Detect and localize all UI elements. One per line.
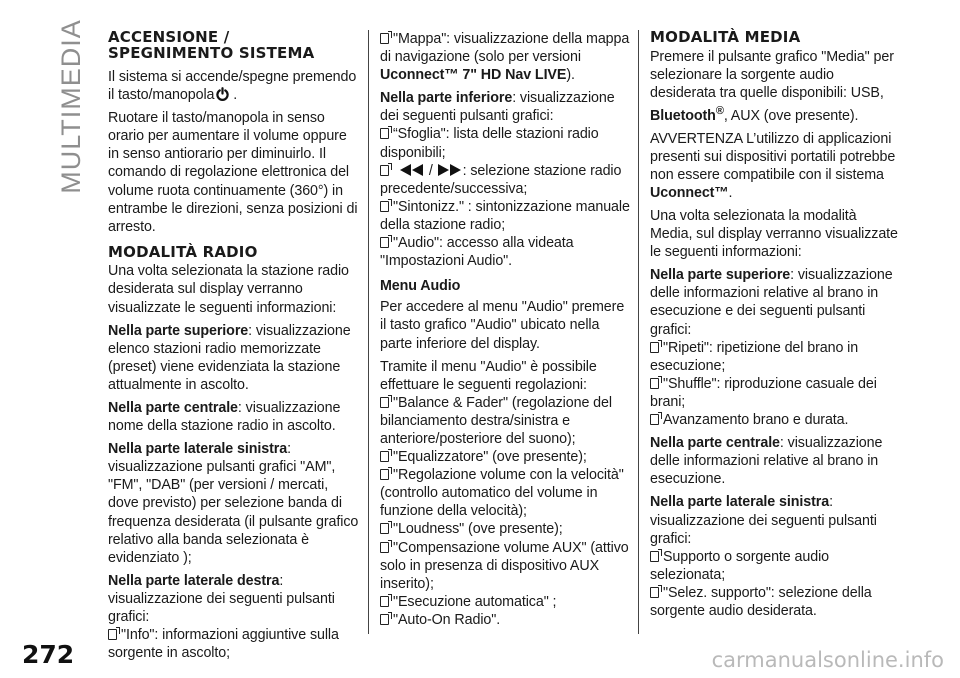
paragraph: [108, 68, 360, 104]
list-item: [650, 584, 902, 620]
text: , AUX (ove presente).: [723, 107, 859, 124]
paragraph: [650, 48, 902, 125]
list-item: [380, 611, 632, 629]
bullet-icon: [380, 128, 389, 139]
text: Supporto o sorgente audio selezionata;: [650, 548, 830, 583]
list-item: [380, 539, 632, 593]
bullet-icon: [650, 587, 659, 598]
text: "Shuffle": riproduzione casuale dei brani;: [650, 375, 877, 410]
bullet-icon: [380, 165, 389, 176]
bullet-icon: [380, 451, 389, 462]
list-item: / : selezione stazione radio precedente/successiva;: [380, 162, 622, 197]
list-item: [380, 125, 632, 161]
bullet-icon: [380, 237, 389, 248]
power-icon: [216, 87, 229, 101]
label: Nella parte laterale sinistra: [108, 441, 288, 458]
text: .: [233, 87, 238, 104]
text: ).: [566, 67, 575, 84]
text: Il sistema si accende/spegne premendo il tasto/manopola: [108, 69, 357, 104]
label: Uconnect™: [650, 184, 729, 201]
text: "Sintonizz." : sintonizzazione manuale della stazione radio;: [380, 198, 630, 233]
paragraph: Per accedere al menu "Audio" premere il tasto grafico "Audio" ubicato nella parte inferiore del display.: [380, 299, 625, 352]
bullet-icon: [380, 596, 389, 607]
label: Nella parte centrale: [108, 400, 238, 416]
text: : visualizzazione pulsanti grafici "AM", "FM", "DAB" (per versioni / mercati, dove previsto) per selezione banda di frequenza desiderata (il pulsante grafico relativo alla banda selezionata è evidenziato );: [108, 441, 359, 566]
text: : visualizzazione nome della stazione radio in ascolto.: [108, 400, 341, 435]
paragraph: [380, 89, 632, 125]
paragraph: [108, 399, 360, 435]
paragraph: [650, 493, 902, 547]
paragraph: [380, 30, 632, 84]
section-title: MULTIMEDIA: [55, 18, 86, 194]
text: "Mappa": visualizzazione della mappa di navigazione (solo per versioni: [380, 31, 630, 66]
bullet-icon: [380, 201, 389, 212]
list-item: [380, 448, 632, 466]
text: "Compensazione volume AUX" (attivo solo in presenza di dispositivo AUX inserito);: [380, 539, 629, 592]
heading-line: SPEGNIMENTO SISTEMA: [108, 43, 315, 62]
bullet-icon: [380, 469, 389, 480]
bullet-icon: [380, 397, 389, 408]
text: "Auto-On Radio".: [393, 611, 501, 628]
bullet-icon: [650, 551, 659, 562]
list-item: [650, 375, 902, 411]
column-divider: [638, 30, 639, 634]
text: : visualizzazione delle informazioni relative al brano in esecuzione e dei seguenti pulsanti grafici:: [650, 267, 893, 338]
list-item: [650, 548, 902, 584]
text: "Regolazione volume con la velocità" (controllo automatico del volume in funzione della velocità);: [380, 467, 624, 520]
bullet-icon: [108, 629, 117, 640]
paragraph: [650, 266, 902, 338]
text: : visualizzazione delle informazioni relative al brano in esecuzione.: [650, 435, 883, 488]
paragraph: [650, 434, 902, 488]
heading-accensione: [108, 30, 360, 61]
previous-icon: [399, 164, 425, 176]
column-3: [650, 30, 902, 620]
column-1: [108, 30, 360, 662]
text: : selezione stazione radio precedente/successiva;: [380, 162, 622, 197]
text: : visualizzazione dei seguenti pulsanti grafici:: [108, 572, 335, 626]
list-item: [108, 626, 360, 662]
bullet-icon: [380, 614, 389, 625]
paragraph: Tramite il menu "Audio" è possibile effettuare le seguenti regolazioni:: [380, 358, 597, 393]
section-side-tab: [54, 18, 88, 194]
paragraph: [108, 572, 360, 626]
list-item: [380, 234, 632, 270]
bullet-icon: [650, 342, 659, 353]
bullet-icon: [380, 523, 389, 534]
text: Premere il pulsante grafico "Media" per selezionare la sorgente audio desiderata tra quelle disponibili: USB,: [650, 48, 894, 101]
registered-mark: ®: [715, 104, 724, 117]
text: : visualizzazione dei seguenti pulsanti grafici:: [650, 494, 877, 547]
list-item: [380, 198, 632, 234]
paragraph: [650, 130, 902, 202]
paragraph: Una volta selezionata la modalità Media, sul display verranno visualizzate le seguenti informazioni:: [650, 208, 898, 261]
text: "Equalizzatore" (ove presente);: [393, 449, 587, 466]
text: : visualizzazione dei seguenti pulsanti grafici:: [380, 90, 615, 125]
bullet-icon: [650, 378, 659, 389]
text: Avanzamento brano e durata.: [663, 412, 849, 429]
list-item: [380, 394, 632, 448]
text: "Info": informazioni aggiuntive sulla sorgente in ascolto;: [108, 627, 339, 662]
bullet-icon: [650, 414, 659, 425]
text: AVVERTENZA L’utilizzo di applicazioni presenti sui dispositivi portatili potrebbe non essere compatibile con il sistema: [650, 130, 896, 183]
next-icon: [437, 164, 463, 176]
heading-line: ACCENSIONE /: [108, 28, 230, 46]
watermark: carmanualsonline.info: [711, 648, 944, 672]
text: "Audio": accesso alla videata "Impostazioni Audio".: [380, 235, 574, 270]
label: Nella parte centrale: [650, 435, 780, 452]
text: : visualizzazione elenco stazioni radio memorizzate (preset) viene evidenziata la stazione attualmente in ascolto.: [108, 322, 351, 393]
label: Nella parte laterale sinistra: [650, 494, 830, 511]
text: "Selez. supporto": selezione della sorgente audio desiderata.: [650, 584, 872, 619]
list-item: [380, 520, 632, 538]
text: "Loudness" (ove presente);: [393, 521, 563, 538]
paragraph: [108, 440, 360, 567]
page-number: 272: [22, 640, 75, 669]
label: Nella parte inferiore: [380, 90, 513, 107]
label: Nella parte superiore: [650, 267, 791, 284]
list-item: [650, 339, 902, 375]
text: .: [728, 184, 733, 201]
heading-radio: MODALITÀ RADIO: [108, 242, 258, 261]
text: “Sfoglia": lista delle stazioni radio disponibili;: [380, 126, 599, 161]
bullet-icon: [380, 33, 389, 44]
heading-media: MODALITÀ MEDIA: [650, 28, 801, 46]
label: Uconnect™ 7" HD Nav LIVE: [380, 67, 567, 84]
list-item: [380, 593, 632, 611]
text: "Balance & Fader" (regolazione del bilanciamento destra/sinistra e anteriore/posteriore del suono);: [380, 394, 612, 447]
column-divider: [368, 30, 369, 634]
label: Bluetooth: [650, 107, 716, 124]
heading-menu-audio: Menu Audio: [380, 278, 461, 295]
bullet-icon: [380, 542, 389, 553]
column-2: [380, 30, 632, 629]
label: Nella parte superiore: [108, 322, 249, 339]
label: Nella parte laterale destra: [108, 572, 280, 589]
paragraph: Una volta selezionata la stazione radio desiderata sul display verranno visualizzate le seguenti informazioni:: [108, 263, 349, 316]
paragraph: [108, 322, 360, 394]
text: "Esecuzione automatica" ;: [393, 593, 557, 610]
list-item: [380, 466, 632, 520]
text: "Ripeti": ripetizione del brano in esecuzione;: [650, 339, 859, 374]
paragraph: Ruotare il tasto/manopola in senso orario per aumentare il volume oppure in senso antiorario per diminuirlo. Il comando di regolazione elettronica del volume ruota continuamente (360°) in entrambe le direzioni, senza posizioni di arresto.: [108, 110, 358, 235]
list-item: [650, 411, 902, 429]
